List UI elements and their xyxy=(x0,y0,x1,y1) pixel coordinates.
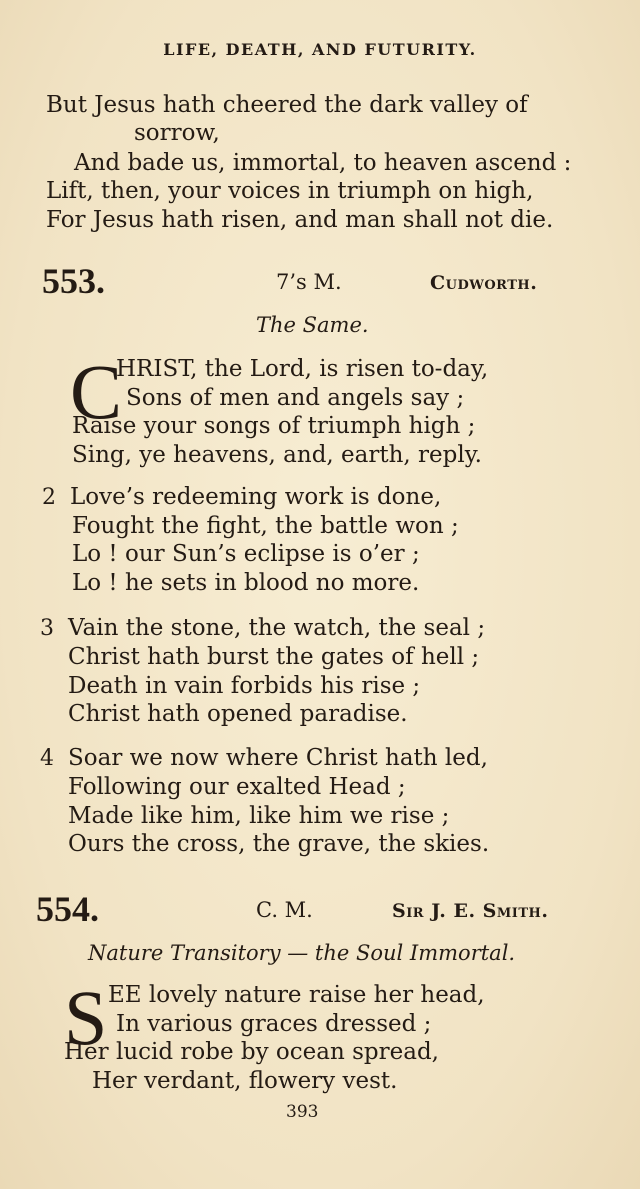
running-header: LIFE, DEATH, AND FUTURITY. xyxy=(163,40,477,59)
hymn-553-verse4-line2: Following our exalted Head ; xyxy=(68,774,406,800)
hymn-553-verse4-line4: Ours the cross, the grave, the skies. xyxy=(68,831,490,857)
continuation-line-2: sorrow, xyxy=(134,120,220,146)
hymn-553-meter: 7’s M. xyxy=(276,270,342,294)
hymn-554-tune: Sir J. E. Smith. xyxy=(392,900,549,922)
hymn-553-verse3-number: 3 xyxy=(40,616,54,641)
hymn-553-verse2-line2: Fought the fight, the battle won ; xyxy=(72,513,459,539)
hymn-553-verse4-line3: Made like him, like him we rise ; xyxy=(68,803,450,829)
hymn-554-meter: C. M. xyxy=(256,898,313,922)
hymn-553-subtitle: The Same. xyxy=(256,313,369,337)
continuation-line-3: And bade us, immortal, to heaven ascend : xyxy=(74,150,572,176)
hymn-553-verse2-line1: Love’s redeeming work is done, xyxy=(70,484,442,510)
hymn-553-tune: Cudworth. xyxy=(430,272,538,294)
continuation-line-1: But Jesus hath cheered the dark valley of xyxy=(46,92,528,118)
hymn-553-verse2-line4: Lo ! he sets in blood no more. xyxy=(72,570,420,596)
hymn-553-verse4-line1: Soar we now where Christ hath led, xyxy=(68,745,488,771)
hymn-553-verse3-line4: Christ hath opened paradise. xyxy=(68,701,408,727)
hymn-554-subtitle: Nature Transitory — the Soul Immortal. xyxy=(88,941,516,965)
hymn-553-verse1-line4: Sing, ye heavens, and, earth, reply. xyxy=(72,442,482,468)
hymn-553-verse1-line1: HRIST, the Lord, is risen to-day, xyxy=(116,356,489,382)
hymn-554-verse1-line1: EE lovely nature raise her head, xyxy=(108,982,485,1008)
hymn-553-number: 553. xyxy=(42,261,105,301)
hymn-554-dropcap: S xyxy=(64,974,108,1061)
continuation-line-5: For Jesus hath risen, and man shall not die. xyxy=(46,207,554,233)
hymn-553-verse4-number: 4 xyxy=(40,746,54,771)
hymn-554-verse1-line2: In various graces dressed ; xyxy=(116,1011,432,1037)
hymn-553-verse3-line2: Christ hath burst the gates of hell ; xyxy=(68,644,480,670)
hymn-554-number: 554. xyxy=(36,889,99,929)
hymn-553-verse1-line3: Raise your songs of triumph high ; xyxy=(72,413,476,439)
hymn-553-verse3-line1: Vain the stone, the watch, the seal ; xyxy=(68,615,486,641)
hymn-553-verse2-number: 2 xyxy=(42,485,56,510)
continuation-line-4: Lift, then, your voices in triumph on high, xyxy=(46,178,534,204)
hymn-553-dropcap: C xyxy=(70,348,123,435)
hymn-554-verse1-line3: Her lucid robe by ocean spread, xyxy=(64,1039,439,1065)
hymn-553-verse3-line3: Death in vain forbids his rise ; xyxy=(68,673,421,699)
hymn-554-verse1-line4: Her verdant, flowery vest. xyxy=(92,1068,398,1094)
hymn-553-verse2-line3: Lo ! our Sun’s eclipse is o’er ; xyxy=(72,541,420,567)
hymn-553-verse1-line2: Sons of men and angels say ; xyxy=(126,385,465,411)
page-number: 393 xyxy=(286,1102,319,1122)
